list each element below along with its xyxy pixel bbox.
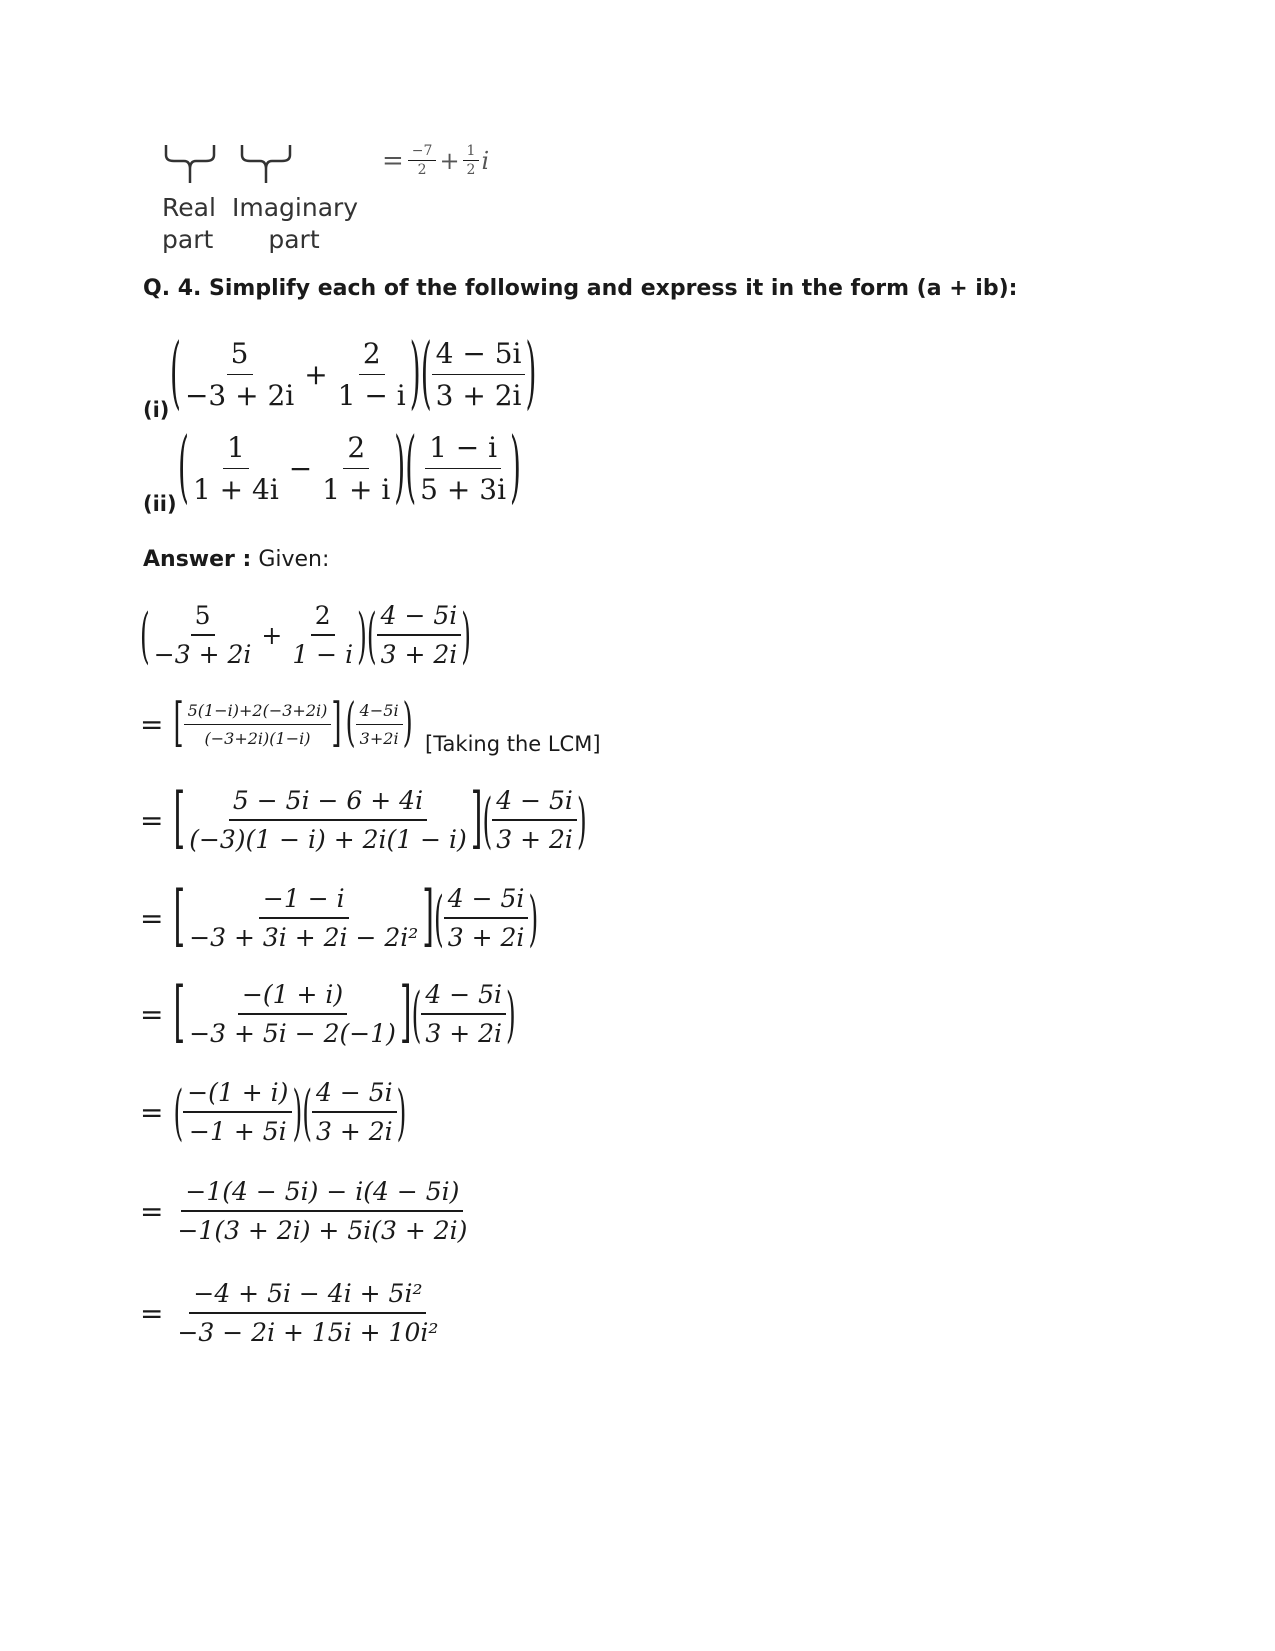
step-7: = $\frac{\text{−4 + 5i − 4i + 5i²}}{\text{−3 − 2i + 15i + 10i²}}$ [140, 1279, 439, 1347]
step-6: = $\frac{-1(4 - 5i) - i(4 - 5i)}{-1(3 + 2i) + 5i(3 + 2i)}$ [140, 1177, 468, 1245]
step-1: = [ $\frac{5(1-i)+2(-3+2i)}{(-3+2i)(1-i)}$ ] ( $\frac{4-5i}{3+2i}$ ) [140, 694, 413, 754]
step-4: = [ $\frac{-(1 + i)}{-3 + 5i - 2(-1)}$ ] ( $\frac{4 - 5i}{3 + 2i}$ ) [140, 974, 516, 1052]
lcm-note: [Taking the LCM] [425, 732, 601, 756]
part-i-expression: ( $\frac{5}{-3 + 2i}$ + $\frac{2}{1 - i}$ ) ( $\frac{4 - 5i}{3 + 2i}$ ) [170, 326, 537, 419]
imaginary-part-brace [240, 143, 292, 187]
part-ii-label: (ii) [143, 492, 177, 516]
imaginary-part-label: Imaginary part [232, 193, 359, 254]
real-part-brace [164, 143, 216, 187]
header-result: = $\frac{-7}{2}$ + $\frac{1}{2}$ i [382, 143, 490, 178]
part-ii-expression: ( $\frac{1}{1 + 4i}$ − $\frac{2}{1 + i}$ ) ( $\frac{1 - i}{5 + 3i}$ ) [178, 420, 521, 513]
real-part-label: Real part [162, 193, 216, 254]
step-2: = [ $\frac{5 - 5i - 6 + 4i}{(-3)(1 - i) + 2i(1 - i)}$ ] ( $\frac{4 - 5i}{3 + 2i}$ ) [140, 780, 587, 858]
step-3: = [ $\frac{-1 - i}{\text{−3 + 3i + 2i − 2i²}}$ ] ( $\frac{4 - 5i}{3 + 2i}$ ) [140, 878, 539, 956]
answer-label: Answer : [143, 547, 252, 572]
step-5: = ( $\frac{-(1 + i)}{-1 + 5i}$ ) ( $\frac{4 - 5i}{3 + 2i}$ ) [140, 1077, 407, 1147]
answer-heading [143, 547, 329, 572]
question-text: Q. 4. Simplify each of the following and express it in the form (a + ib): [143, 276, 1018, 301]
part-i-label: (i) [143, 398, 170, 422]
answer-given: Given: [258, 547, 330, 572]
step-0: ( $\frac{5}{-3 + 2i}$ + $\frac{2}{1 - i}$ ) ( $\frac{4 - 5i}{3 + 2i}$ ) [140, 600, 472, 670]
